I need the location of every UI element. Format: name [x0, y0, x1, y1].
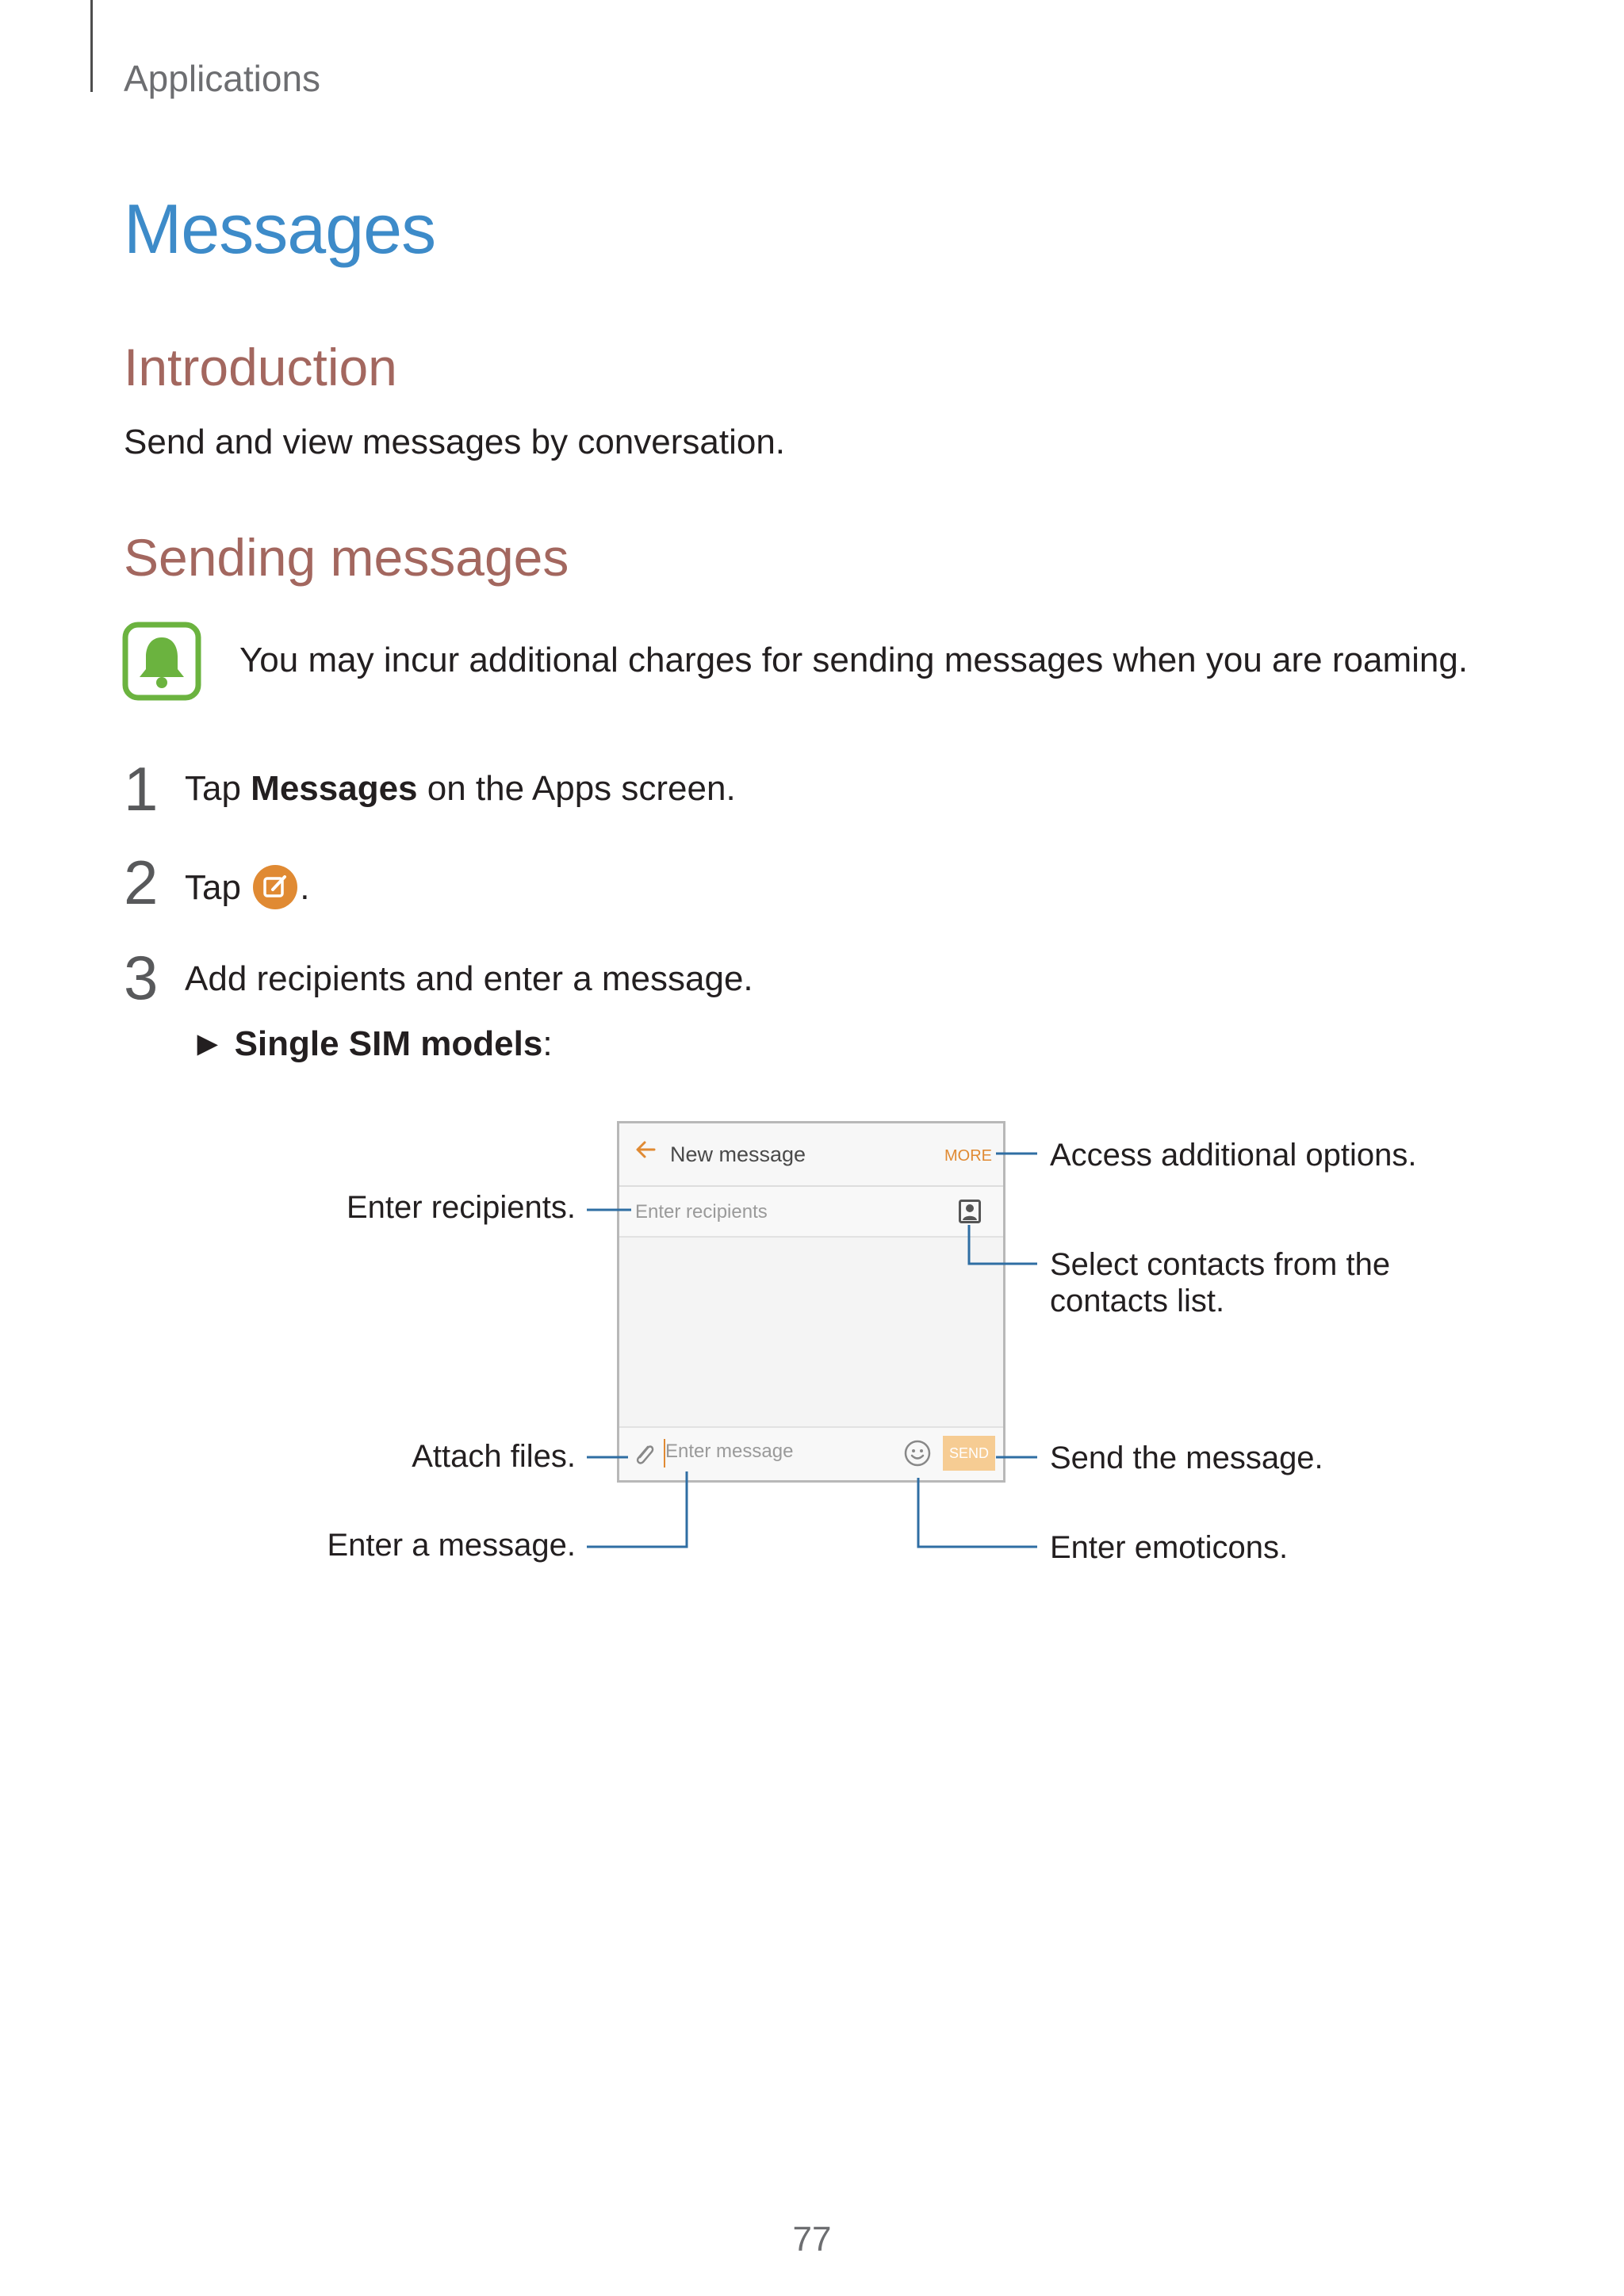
- callout-emoticons: Enter emoticons.: [1050, 1530, 1289, 1565]
- page-title: Messages: [124, 189, 436, 268]
- callout-options: Access additional options.: [1050, 1138, 1417, 1173]
- callout-contacts: [1050, 1246, 1390, 1319]
- app-bar: [619, 1123, 1003, 1187]
- paperclip-icon[interactable]: [632, 1441, 656, 1468]
- emoticon-icon[interactable]: [903, 1439, 932, 1468]
- section-label: Applications: [124, 58, 321, 99]
- screen-title: New message: [670, 1142, 806, 1166]
- message-input[interactable]: Enter message: [665, 1441, 794, 1462]
- header-rule: [90, 0, 93, 92]
- back-arrow-icon[interactable]: [634, 1138, 657, 1161]
- more-button[interactable]: MORE: [944, 1147, 992, 1165]
- introduction-text: Send and view messages by conversation.: [124, 423, 786, 461]
- leader-emoticons: [918, 1478, 1037, 1547]
- compose-bar: [619, 1426, 1003, 1480]
- step-2-post: .: [300, 868, 310, 907]
- single-sim-colon: :: [542, 1024, 553, 1063]
- contacts-icon[interactable]: [959, 1200, 981, 1223]
- single-sim-label: [190, 1024, 553, 1064]
- triangle-marker: ►: [190, 1024, 225, 1063]
- callout-attach: Attach files.: [412, 1439, 576, 1474]
- introduction-heading: Introduction: [124, 338, 397, 396]
- step-3-text: Add recipients and enter a message.: [185, 959, 753, 998]
- step-number: 2: [124, 848, 159, 917]
- step-1-pre: Tap: [185, 769, 251, 808]
- step-1-text: [185, 769, 736, 809]
- step-1-app-name: Messages: [251, 769, 418, 808]
- recipients-field[interactable]: [619, 1187, 1003, 1238]
- page-number: 77: [792, 2220, 832, 2259]
- callout-enter-message: Enter a message.: [327, 1528, 576, 1563]
- callout-contacts-line2: contacts list.: [1050, 1284, 1225, 1318]
- leader-enter-message: [587, 1471, 687, 1547]
- callout-send: Send the message.: [1050, 1441, 1323, 1475]
- roaming-note: You may incur additional charges for sending messages when you are roaming.: [239, 641, 1469, 679]
- notification-bell-icon: [122, 622, 201, 701]
- single-sim-text: Single SIM models: [234, 1024, 543, 1063]
- sending-messages-heading: Sending messages: [124, 528, 569, 587]
- step-number: 3: [124, 943, 159, 1012]
- compose-icon: [252, 864, 298, 910]
- send-button[interactable]: SEND: [943, 1436, 995, 1471]
- callout-recipients: Enter recipients.: [346, 1190, 576, 1225]
- step-1-post: on the Apps screen.: [417, 769, 736, 808]
- new-message-screen: [617, 1121, 1005, 1483]
- step-number: 1: [124, 754, 159, 824]
- callout-contacts-line1: Select contacts from the: [1050, 1247, 1391, 1282]
- step-2-pre: Tap: [185, 868, 241, 907]
- step-2-text: [185, 864, 309, 910]
- recipients-input[interactable]: Enter recipients: [635, 1201, 768, 1223]
